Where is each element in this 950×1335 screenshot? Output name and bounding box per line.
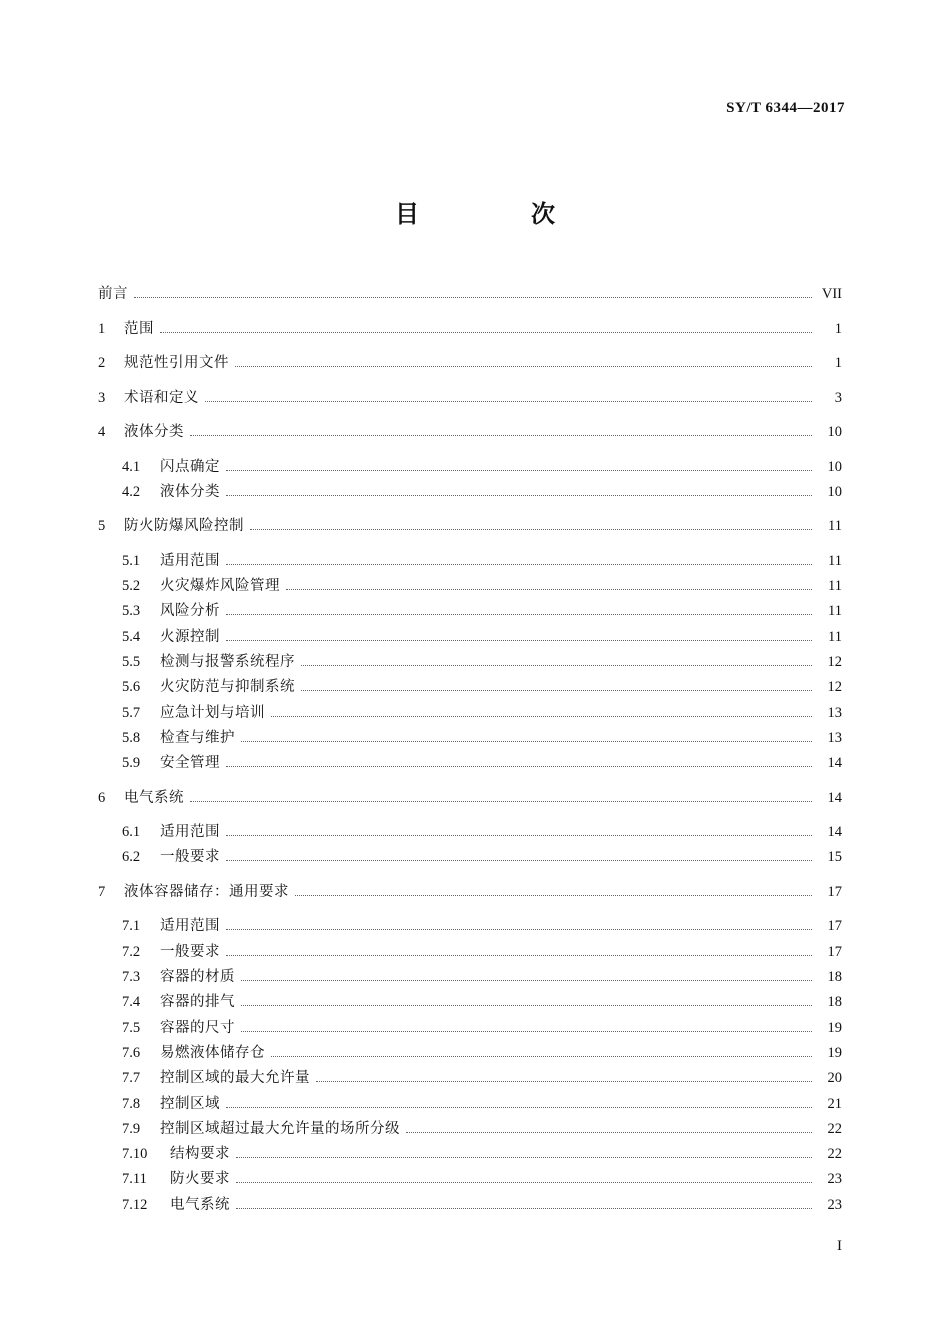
toc-leader-dots: [226, 860, 812, 861]
toc-entry-label: 风险分析: [160, 603, 220, 620]
toc-entry[interactable]: [98, 602, 842, 620]
toc-entry-page: 17: [827, 883, 842, 900]
toc-entry[interactable]: [98, 1170, 842, 1188]
toc-entry-number: 5.3: [122, 603, 141, 620]
toc-entry-label: 易燃液体储存仓: [160, 1044, 265, 1061]
toc-entry-number: 7.8: [122, 1095, 141, 1112]
toc-entry-page: 12: [827, 653, 842, 670]
toc-entry-label: 检查与维护: [160, 729, 235, 746]
toc-entry-label: 防火防爆风险控制: [124, 518, 244, 535]
toc-leader-dots: [286, 589, 812, 590]
toc-entry[interactable]: [98, 883, 842, 901]
toc-entry-page: 12: [827, 679, 842, 696]
toc-entry-page: 22: [827, 1120, 842, 1137]
toc-entry-number: 5.2: [122, 578, 141, 595]
toc-entry-page: 1: [834, 320, 842, 337]
toc-leader-dots: [226, 766, 812, 767]
toc-entry-label: 闪点确定: [160, 458, 220, 475]
toc-entry-label: 防火要求: [170, 1171, 230, 1188]
toc-entry-page: 13: [827, 729, 842, 746]
toc-entry-label: 容器的材质: [160, 969, 235, 986]
toc-leader-dots: [226, 929, 812, 930]
toc-entry[interactable]: [98, 943, 842, 961]
toc-entry-number: 5.5: [122, 653, 141, 670]
toc-entry-page: 14: [827, 789, 842, 806]
toc-entry[interactable]: [98, 729, 842, 747]
toc-entry-page: 11: [828, 628, 842, 645]
toc-entry-number: 2: [98, 355, 106, 371]
toc-entry-page: 18: [827, 969, 842, 986]
toc-entry[interactable]: [98, 483, 842, 501]
toc-entry-page: 19: [827, 1019, 842, 1036]
toc-entry-label: 容器的尺寸: [160, 1019, 235, 1036]
toc-entry-label: 适用范围: [160, 918, 220, 935]
toc-leader-dots: [190, 801, 812, 802]
toc-leader-dots: [236, 1182, 812, 1183]
toc-leader-dots: [134, 297, 812, 298]
toc-entry-label: 控制区域超过最大允许量的场所分级: [160, 1120, 400, 1137]
toc-leader-dots: [160, 332, 812, 333]
toc-leader-dots: [226, 470, 812, 471]
toc-leader-dots: [235, 366, 812, 367]
toc-entry-number: 5.8: [122, 729, 141, 746]
toc-entry-number: 7.9: [122, 1120, 141, 1137]
toc-entry-label: 火灾防范与抑制系统: [160, 679, 295, 696]
toc-entry-number: 5.6: [122, 679, 141, 696]
toc-entry-page: 22: [827, 1146, 842, 1163]
toc-leader-dots: [226, 640, 812, 641]
toc-entry-number: 7.11: [122, 1171, 147, 1188]
toc-leader-dots: [190, 435, 812, 436]
toc-entry[interactable]: [98, 653, 842, 671]
toc-leader-dots: [406, 1132, 812, 1133]
toc-entry-page: 11: [828, 578, 842, 595]
toc-entry-page: 14: [827, 824, 842, 841]
toc-entry-page: 1: [834, 355, 842, 371]
toc-entry[interactable]: [98, 678, 842, 696]
toc-entry-page: 14: [827, 755, 842, 772]
page-title: 目 次: [395, 199, 599, 228]
toc-leader-dots: [236, 1157, 812, 1158]
toc-leader-dots: [316, 1081, 812, 1082]
toc-entry-number: 6.2: [122, 849, 141, 866]
toc-entry-label: 结构要求: [170, 1146, 230, 1163]
toc-entry-number: 4.2: [122, 483, 141, 500]
toc-leader-dots: [226, 835, 812, 836]
table-of-contents: [98, 285, 842, 1221]
toc-entry-number: 5.9: [122, 755, 141, 772]
toc-entry-page: 10: [827, 458, 842, 475]
toc-leader-dots: [241, 1031, 812, 1032]
toc-entry-label: 液体容器储存：通用要求: [124, 883, 289, 900]
toc-leader-dots: [301, 665, 812, 666]
toc-leader-dots: [295, 895, 812, 896]
toc-entry-page: 10: [827, 483, 842, 500]
toc-entry[interactable]: [98, 704, 842, 722]
toc-entry-label: 检测与报警系统程序: [160, 653, 295, 670]
toc-entry-number: 6.1: [122, 824, 141, 841]
toc-entry-number: 7: [98, 883, 106, 900]
toc-entry-page: 11: [828, 518, 842, 535]
toc-entry-number: 7.2: [122, 943, 141, 960]
toc-entry-page: 13: [827, 704, 842, 721]
toc-entry-label: 一般要求: [160, 849, 220, 866]
toc-entry-number: 5: [98, 518, 106, 535]
toc-entry-label: 火灾爆炸风险管理: [160, 578, 280, 595]
toc-entry-page: 23: [827, 1171, 842, 1188]
toc-entry-label: 一般要求: [160, 943, 220, 960]
toc-entry-number: 7.7: [122, 1070, 141, 1087]
toc-entry[interactable]: [98, 968, 842, 986]
toc-entry[interactable]: [98, 285, 842, 303]
toc-leader-dots: [271, 1056, 812, 1057]
toc-entry-label: 应急计划与培训: [160, 704, 265, 721]
toc-entry-page: 21: [827, 1095, 842, 1112]
toc-entry-page: 15: [827, 849, 842, 866]
toc-entry-label: 控制区域的最大允许量: [160, 1070, 310, 1087]
toc-leader-dots: [226, 955, 812, 956]
toc-entry[interactable]: [98, 848, 842, 866]
toc-entry[interactable]: [98, 577, 842, 595]
toc-entry-label: 术语和定义: [124, 389, 199, 406]
toc-entry-label: 液体分类: [124, 424, 184, 440]
toc-entry-label: 火源控制: [160, 628, 220, 645]
toc-entry-page: 11: [828, 552, 842, 569]
toc-entry-number: 7.3: [122, 969, 141, 986]
toc-entry[interactable]: [98, 458, 842, 476]
toc-leader-dots: [236, 1208, 812, 1209]
toc-entry[interactable]: [98, 389, 842, 407]
toc-leader-dots: [226, 614, 812, 615]
toc-entry-page: 18: [827, 994, 842, 1011]
toc-entry[interactable]: [98, 789, 842, 807]
toc-entry[interactable]: [98, 1069, 842, 1087]
toc-entry-number: 7.1: [122, 918, 141, 935]
toc-entry-label: 电气系统: [124, 789, 184, 806]
toc-leader-dots: [271, 716, 812, 717]
toc-entry-number: 7.12: [122, 1196, 148, 1213]
toc-entry-number: 7.6: [122, 1044, 141, 1061]
toc-entry[interactable]: [98, 1196, 842, 1214]
toc-leader-dots: [226, 495, 812, 496]
toc-entry-label: 液体分类: [160, 483, 220, 500]
toc-entry-page: VII: [821, 286, 842, 302]
toc-entry-number: 4.1: [122, 458, 141, 475]
toc-entry-label: 电气系统: [170, 1196, 230, 1213]
toc-entry-label: 前言: [98, 286, 128, 302]
toc-entry[interactable]: [98, 917, 842, 935]
toc-entry-page: 20: [827, 1070, 842, 1087]
toc-entry-number: 3: [98, 389, 106, 406]
toc-entry[interactable]: [98, 754, 842, 772]
toc-entry-number: 4: [98, 424, 106, 440]
toc-leader-dots: [301, 690, 812, 691]
standard-code: SY/T 6344—2017: [726, 100, 845, 116]
toc-entry[interactable]: [98, 552, 842, 570]
toc-entry-label: 安全管理: [160, 755, 220, 772]
toc-entry[interactable]: [98, 628, 842, 646]
toc-entry-label: 规范性引用文件: [124, 355, 229, 371]
toc-entry-label: 容器的排气: [160, 994, 235, 1011]
toc-entry-number: 7.10: [122, 1146, 148, 1163]
toc-entry[interactable]: [98, 1120, 842, 1138]
toc-entry-number: 5.4: [122, 628, 141, 645]
toc-entry-label: 范围: [124, 320, 154, 337]
toc-entry-label: 适用范围: [160, 552, 220, 569]
toc-leader-dots: [241, 741, 812, 742]
toc-entry[interactable]: [98, 993, 842, 1011]
toc-entry-number: 5.1: [122, 552, 141, 569]
toc-entry-number: 7.5: [122, 1019, 141, 1036]
toc-entry-label: 适用范围: [160, 824, 220, 841]
toc-entry-number: 1: [98, 320, 106, 337]
toc-entry-page: 17: [827, 918, 842, 935]
toc-entry[interactable]: [98, 320, 842, 338]
toc-entry-page: 23: [827, 1196, 842, 1213]
toc-entry[interactable]: [98, 1145, 842, 1163]
toc-entry-number: 5.7: [122, 704, 141, 721]
toc-leader-dots: [250, 529, 812, 530]
toc-entry[interactable]: [98, 517, 842, 535]
toc-leader-dots: [226, 564, 812, 565]
toc-entry-page: 3: [834, 389, 842, 406]
toc-entry[interactable]: [98, 1095, 842, 1113]
toc-leader-dots: [241, 1005, 812, 1006]
page-number: I: [837, 1238, 842, 1254]
toc-leader-dots: [241, 980, 812, 981]
toc-entry[interactable]: [98, 354, 842, 372]
toc-leader-dots: [226, 1107, 812, 1108]
toc-entry-page: 11: [828, 603, 842, 620]
toc-entry-number: 6: [98, 789, 106, 806]
toc-entry-number: 7.4: [122, 994, 141, 1011]
toc-entry[interactable]: [98, 823, 842, 841]
toc-entry[interactable]: [98, 423, 842, 441]
toc-entry[interactable]: [98, 1019, 842, 1037]
toc-entry[interactable]: [98, 1044, 842, 1062]
toc-entry-page: 17: [827, 943, 842, 960]
toc-entry-label: 控制区域: [160, 1095, 220, 1112]
toc-entry-page: 10: [827, 424, 842, 440]
toc-entry-page: 19: [827, 1044, 842, 1061]
toc-leader-dots: [205, 401, 812, 402]
